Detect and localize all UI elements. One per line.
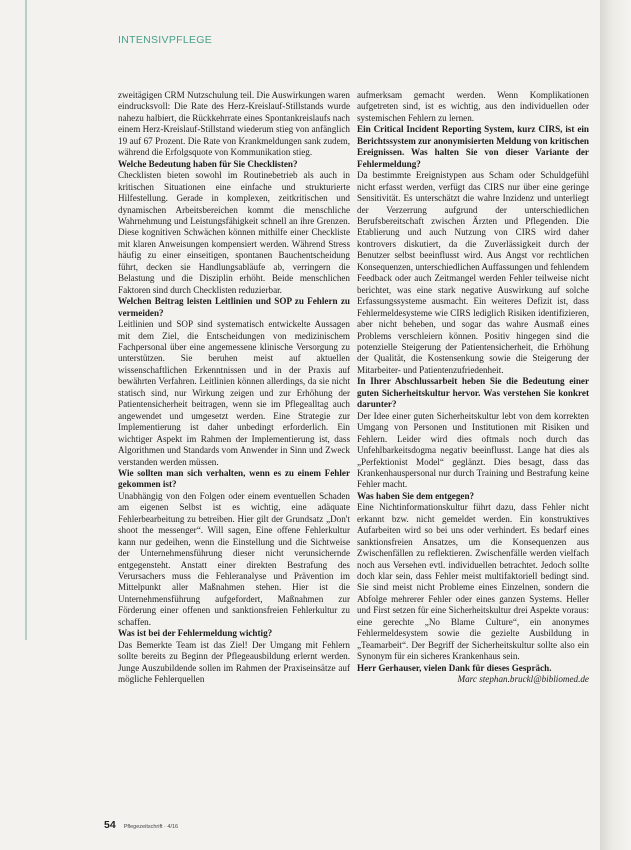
page-footer (104, 819, 178, 831)
body-paragraph: Checklisten bieten sowohl im Routinebetrieb als auch in kritischen Situationen eine einfache und strukturierte Hilfestellung. Gerade in komplexen, zeitkritischen und dynamischen Arbeitsbereichen kommt die menschliche Wahrnehmung und Leistungsfähigkeit schnell an ihre Grenzen. Diese kognitiven Schwächen können mithilfe einer Checkliste mit klaren Anweisungen kompensiert werden. Während Stress häufig zu einer einseitigen, spontanen Bauchentscheidung führt, decken sie Handlungsabläufe ab, verringern die Belastung und die Disziplin erhöht. Beide menschlichen Faktoren sind durch Checklisten reduzierbar. (118, 170, 350, 295)
interview-question: Herr Gerhauser, vielen Dank für dieses Gespräch. (357, 662, 552, 673)
page-number: 54 (104, 819, 116, 831)
body-paragraph: Der Idee einer guten Sicherheitskultur lebt von dem korrekten Umgang von Personen und Institutionen mit Risiken und Fehlern. Leider wird dies oftmals noch durch das Unfehlbarkeitsdogma negativ beeinflusst. Lange hat dies als „Perfektionist Model“ geglänzt. Dies besagt, dass das Krankenhauspersonal nur durch Training und Bestrafung keine Fehler macht. (357, 410, 589, 490)
interview-question: Welchen Beitrag leisten Leitlinien und SOP zu Fehlern zu vermeiden? (118, 296, 350, 318)
left-text-column (118, 90, 350, 686)
section-header: INTENSIVPFLEGE (118, 34, 213, 46)
interview-question: Was haben Sie dem entgegen? (357, 490, 475, 501)
body-paragraph: Eine Nichtinformationskultur führt dazu, dass Fehler nicht erkannt bzw. nicht gemeldet werden. Ein konstruktives Aufarbeiten wird so bei uns oder verhindert. Es bedarf eines sanktionsfreien Ansatzes, um die Konsequenzen aus Zwischenfällen zu reflektieren. Zwischenfälle werden vielfach noch aus Versehen evtl. individuellen betrachtet. Jedoch sollte doch klar sein, dass Fehler meist multifaktoriell bedingt sind. Sie sind meist nicht Probleme eines Einzelnen, sondern die Abfolge mehrerer Fehler oder eines ganzen Systems. Heller und First setzen für eine Sicherheitskultur drei Aspekte voraus: eine gerechte „No Blame Culture“, ein anonymes Fehlermeldesystem sowie die gezielte Ausbildung in „Teamarbeit“. Der Begriff der Sicherheitskultur sollte also ein Synonym für ein sicheres Krankenhaus sein. (357, 502, 589, 662)
interview-question: Wie sollten man sich verhalten, wenn es zu einem Fehler gekommen ist? (118, 467, 350, 490)
right-text-column (357, 90, 589, 686)
journal-name: Pflegezeitschrift · 4/16 (123, 824, 179, 830)
interview-question: Welche Bedeutung haben für Sie Checklisten? (118, 158, 298, 169)
interview-question: In Ihrer Abschlussarbeit heben Sie die Bedeutung einer guten Sicherheitskultur hervor. Was verstehen Sie konkret darunter? (357, 376, 589, 410)
interview-question: Was ist bei der Fehlermeldung wichtig? (118, 628, 273, 639)
body-paragraph: zweitägigen CRM Nutzschulung teil. Die Auswirkungen waren eindrucksvoll: Die Rate des Herz-Kreislauf-Stillstands wurde nahezu halbiert, die Rückkehrrate eines Spontankreislaufs nach einem Herz-Kreislauf-Stillstand wiederum stieg von anfänglich 19 auf 67 Prozent. Die Rate von Krankmeldungen sank zudem, während die Erfolgsquote von Kommunikation stieg. (118, 90, 350, 158)
page-edge (600, 0, 631, 850)
body-paragraph: aufmerksam gemacht werden. Wenn Komplikationen aufgetreten sind, ist es wichtig, aus den individuellen oder systemischen Fehlern zu lernen. (357, 90, 589, 123)
author-signature: Marc stephan.bruckl@bibliomed.de (457, 674, 589, 685)
body-paragraph: Da bestimmte Ereignistypen aus Scham oder Schuldgefühl nicht erfasst werden, verfügt das CIRS nur über eine geringe Sensitivität. Es unterschätzt die wahre Inzidenz und unterliegt der Verzerrung aufgrund der unterschiedlichen Berufsbereitschaft zwischen Ärzten und Pflegenden. Die Etablierung und auch Nutzung von CIRS wird daher kontrovers diskutiert, da die Zuverlässigkeit durch der Benutzer selbst beeinflusst wird. Aus Angst vor rechtlichen Konsequenzen, unterschiedlichen Auffassungen und fehlendem Feedback oder auch Zeitmangel werden Fehler teilweise nicht berichtet, was eine stark negative Auswirkung auf solche Erfassungssysteme ausmacht. Ein weiteres Defizit ist, dass Fehlermeldesysteme wie CIRS lediglich Risiken identifizieren, aber nicht beheben, und sogar das wahre Ausmaß eines Problems verschleiern können. Positiv hingegen sind die potenzielle Steigerung der Patientensicherheit, die Erhöhung der Qualität, die Kostensenkung sowie die Steigerung der Mitarbeiter- und Patientenzufriedenheit. (357, 170, 589, 375)
page-margin-rule (25, 0, 27, 640)
body-paragraph: Leitlinien und SOP sind systematisch entwickelte Aussagen mit dem Ziel, die Entscheidungen von medizinischem Fachpersonal über eine angemessene klinische Versorgung zu unterstützen. Sie beruhen meist auf aktuellen wissenschaftlichen Erkenntnissen und in der Praxis auf bewährten Verfahren. Leitlinien können allerdings, da sie nicht statisch sind, nur Wirkung zeigen und zur Erhöhung der Patientensicherheit beitragen, wenn sie im Pflegealltag auch angewendet und umgesetzt werden. Eine Strategie zur Implementierung ist daher unbedingt erforderlich. Ein wichtiger Aspekt im Rahmen der Implementierung ist, dass Algorithmen und Standards vom Anwender in Sinn und Zweck verstanden werden müssen. (118, 319, 350, 467)
body-paragraph: Unabhängig von den Folgen oder einem eventuellen Schaden am eigenen Selbst ist es wichtig, eine adäquate Fehlerbearbeitung zu betreiben. Hier gilt der Grundsatz „Don't shoot the messenger“. Will sagen, Eine offene Fehlerkultur kann nur gedeihen, wenn die Einstellung und die Sichtweise der Unternehmensführung dieser nicht verunsichernde entgegensteht. Anstatt einer direkten Bestrafung des Verursachers muss die Fehleranalyse und Prävention im Mittelpunkt aller Maßnahmen stehen. Hier ist die Unternehmensführung aufgefordert, Maßnahmen zur Förderung einer offenen und sanktionsfreien Fehlerkultur zu schaffen. (118, 490, 350, 627)
body-paragraph: Das Bemerkte Team ist das Ziel! Der Umgang mit Fehlern sollte bereits zu Beginn der Pflegeausbildung erlernt werden. Junge Auszubildende sollen im Rahmen der Praxiseinsätze auf mögliche Fehlerquellen (118, 639, 350, 685)
interview-question: Ein Critical Incident Reporting System, kurz CIRS, ist ein Berichtssystem zur anonymisierten Meldung von kritischen Ereignissen. Was halten Sie von dieser Variante der Fehlermeldung? (357, 124, 589, 169)
